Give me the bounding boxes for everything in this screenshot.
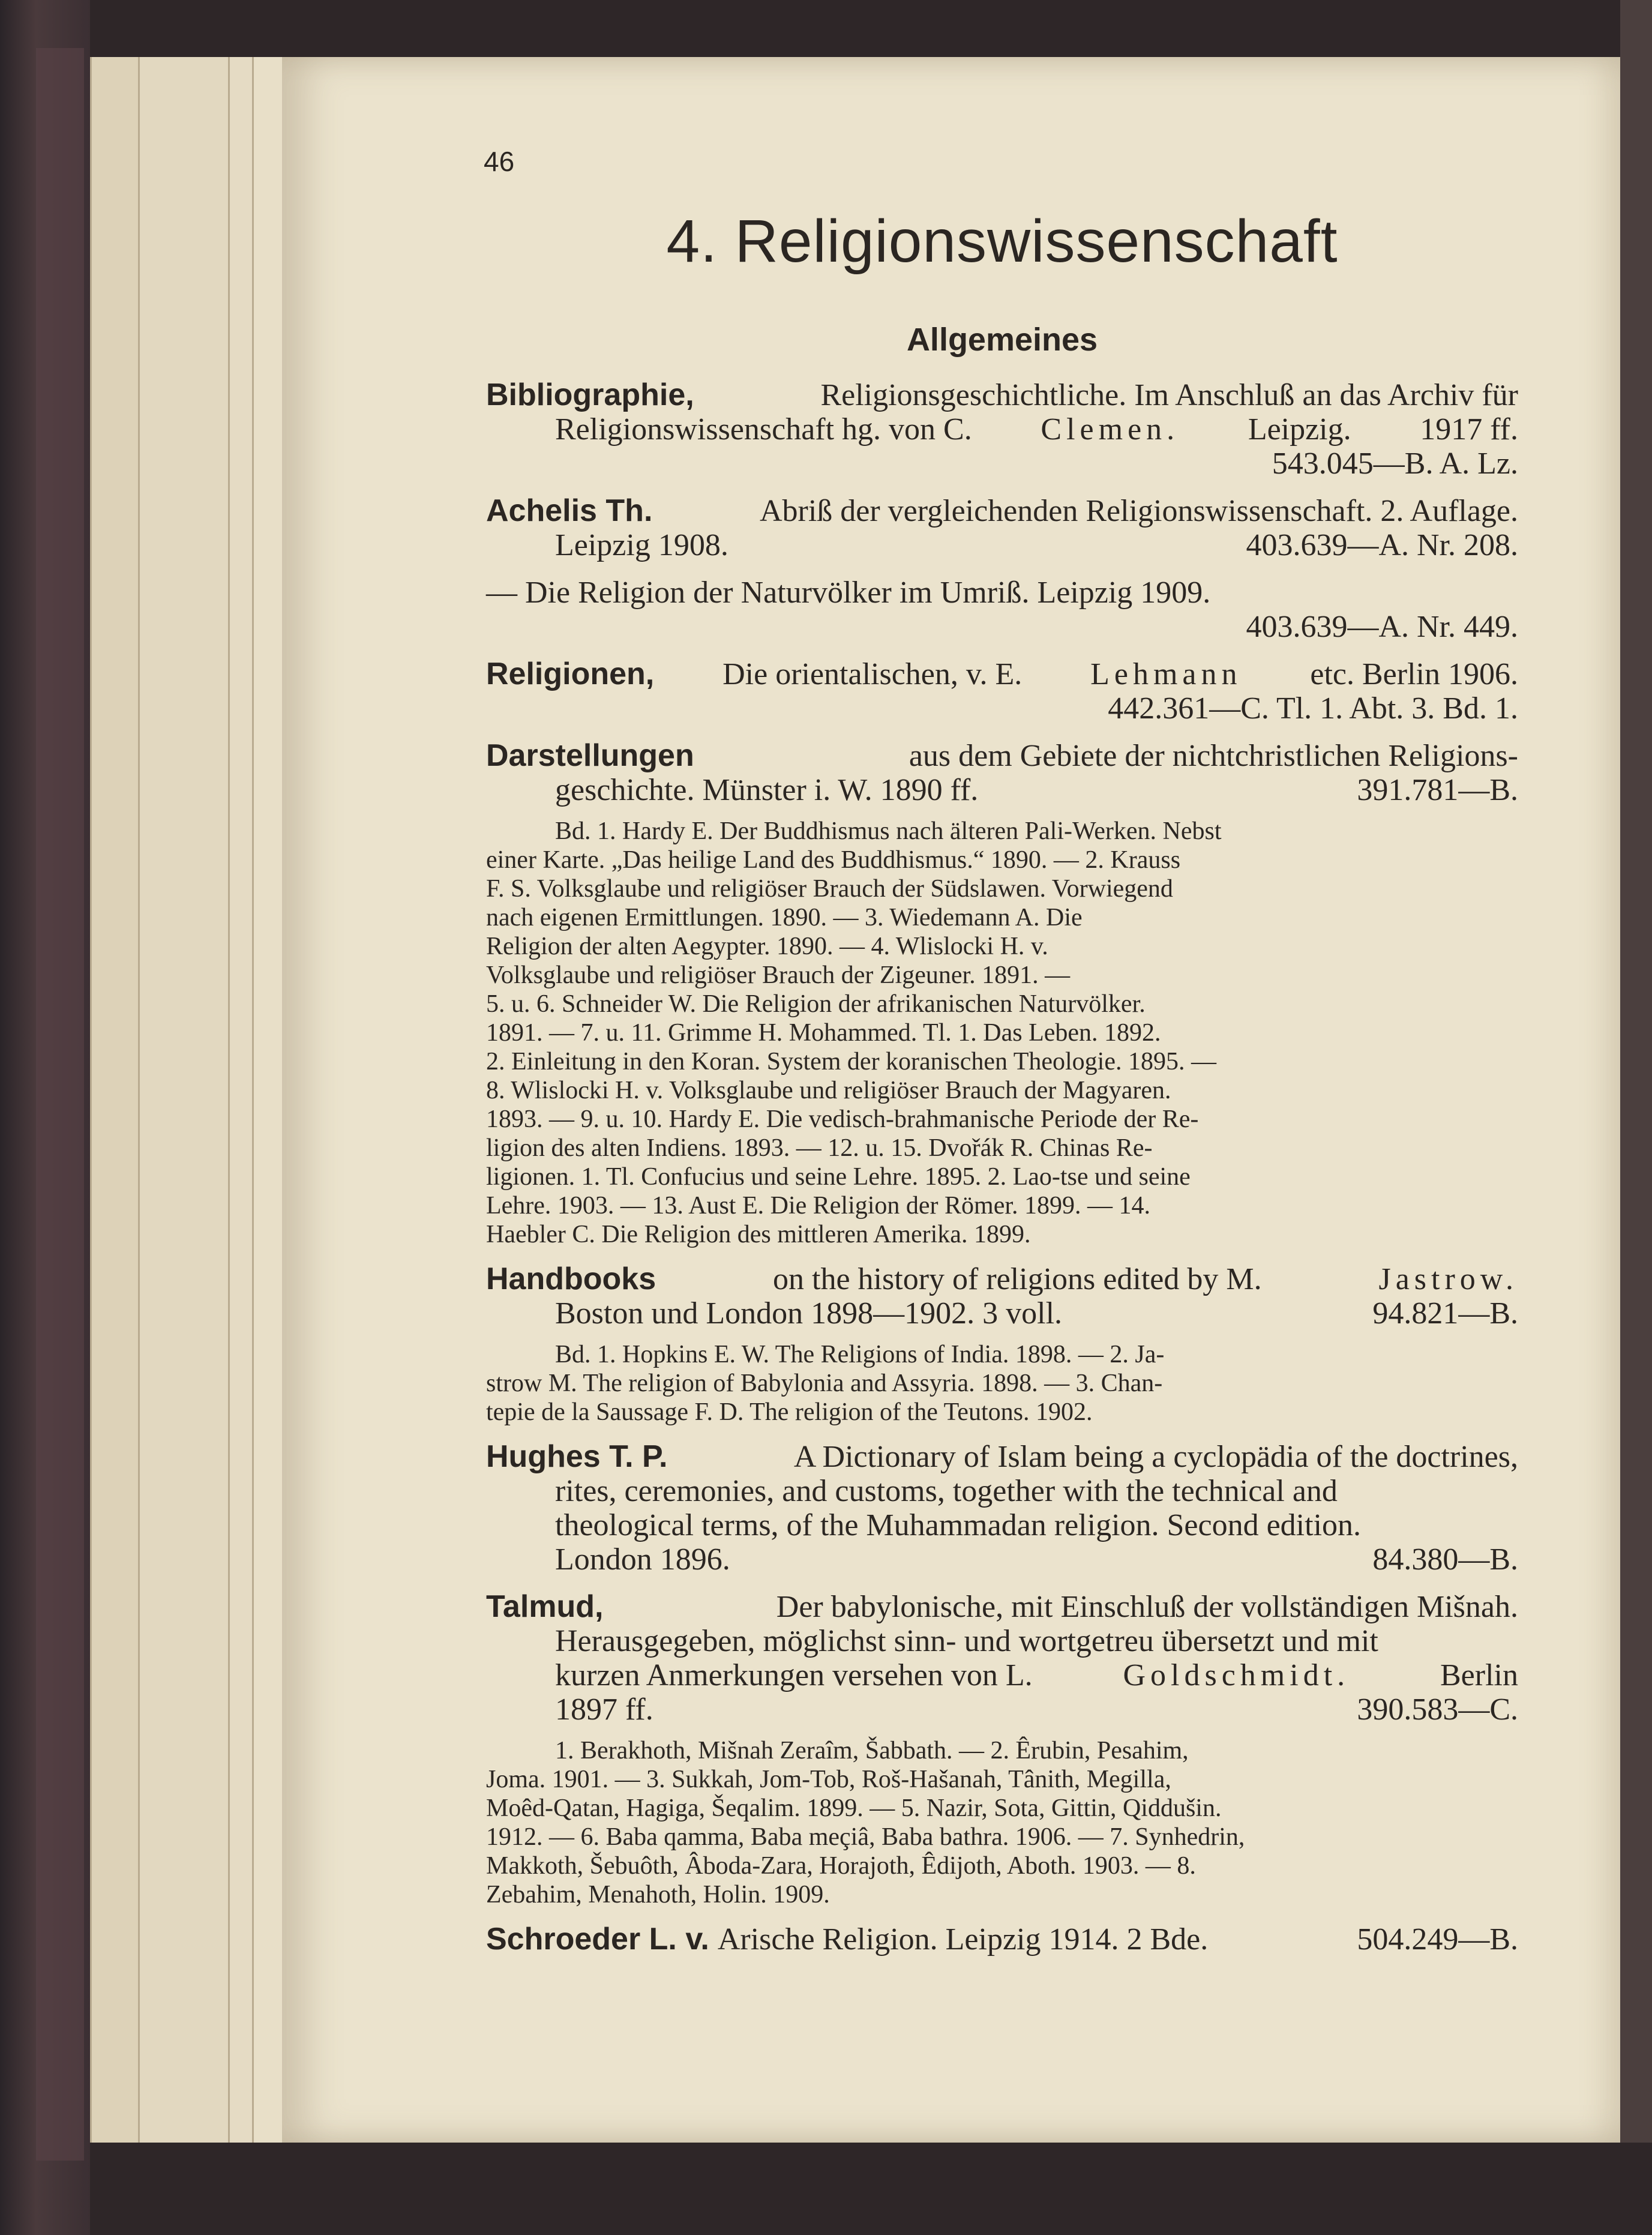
entry-bibliographie	[486, 378, 1518, 481]
entry-achelis-2	[486, 576, 1518, 644]
entry-schroeder	[486, 1922, 1518, 1957]
shelf-mark: 84.380—B.	[1372, 1542, 1518, 1577]
note-line: Volksglaube und religiöser Brauch der Zigeuner. 1891. —	[486, 961, 1071, 989]
bottom-background	[90, 2143, 1652, 2235]
note-line: Moêd-Qatan, Hagiga, Šeqalim. 1899. — 5. Nazir, Sota, Gittin, Qiddušin.	[486, 1794, 1222, 1822]
author-name: Goldschmidt.	[1123, 1658, 1350, 1692]
shelf-mark: 442.361—C. Tl. 1. Abt. 3. Bd. 1.	[1108, 691, 1518, 726]
note-line: 1891. — 7. u. 11. Grimme H. Mohammed. Tl. 1. Das Leben. 1892.	[486, 1019, 1161, 1047]
entry-text: Boston und London 1898—1902. 3 voll.	[555, 1296, 1063, 1331]
entry-text: A Dictionary of Islam being a cyclopädia of the doctrines,	[793, 1440, 1518, 1474]
entry-text: on the history of religions edited by M.	[773, 1262, 1262, 1296]
note-line: 5. u. 6. Schneider W. Die Religion der afrikanischen Naturvölker.	[486, 990, 1146, 1018]
entry-text: kurzen Anmerkungen versehen von L.	[555, 1658, 1033, 1692]
note-line: F. S. Volksglaube und religiöser Brauch der Südslawen. Vorwiegend	[486, 875, 1173, 903]
entry-text: geschichte. Münster i. W. 1890 ff.	[555, 773, 979, 807]
author-name: Jastrow.	[1378, 1262, 1518, 1296]
entry-text: rites, ceremonies, and customs, together with the technical and	[555, 1474, 1338, 1508]
section-title: Allgemeines	[906, 322, 1098, 358]
note-line: Religion der alten Aegypter. 1890. — 4. Wlislocki H. v.	[486, 933, 1048, 960]
bibliography-list	[486, 378, 1518, 1970]
entry-head: Talmud,	[486, 1589, 604, 1624]
entry-text: Religionsgeschichtliche. Im Anschluß an das Archiv für	[820, 378, 1518, 412]
entry-text: Leipzig.	[1248, 412, 1351, 447]
note-line: 8. Wlislocki H. v. Volksglaube und religiöser Brauch der Magyaren.	[486, 1077, 1171, 1104]
note-line: Bd. 1. Hardy E. Der Buddhismus nach älteren Pali-Werken. Nebst	[555, 817, 1222, 845]
entry-head: Religionen,	[486, 657, 655, 691]
entry-head: Bibliographie,	[486, 378, 694, 412]
note-line: Bd. 1. Hopkins E. W. The Religions of India. 1898. — 2. Ja-	[555, 1341, 1165, 1368]
note-line: 1. Berakhoth, Mišnah Zeraîm, Šabbath. — 2. Êrubin, Pesahim,	[555, 1737, 1189, 1764]
note-line: ligionen. 1. Tl. Confucius und seine Lehre. 1895. 2. Lao-tse und seine	[486, 1163, 1191, 1191]
note-line: Makkoth, Šebuôth, Âboda-Zara, Horajoth, Êdijoth, Aboth. 1903. — 8.	[486, 1852, 1196, 1880]
entry-head: Achelis Th.	[486, 493, 653, 528]
chapter-title: 4. Religionswissenschaft	[666, 208, 1338, 275]
author-name: Lehmann	[1090, 657, 1242, 691]
book-binding	[0, 0, 90, 2235]
note-handbooks	[486, 1340, 1518, 1427]
shelf-mark: 403.639—A. Nr. 208.	[1246, 528, 1518, 562]
entry-text: — Die Religion der Naturvölker im Umriß. Leipzig 1909.	[486, 576, 1211, 610]
binding-inner	[36, 48, 84, 2161]
note-line: einer Karte. „Das heilige Land des Buddhismus.“ 1890. — 2. Krauss	[486, 846, 1181, 874]
note-line: Lehre. 1903. — 13. Aust E. Die Religion der Römer. 1899. — 14.	[486, 1192, 1151, 1220]
entry-text: Der babylonische, mit Einschluß der vollständigen Mišnah.	[776, 1590, 1518, 1624]
entry-handbooks	[486, 1262, 1518, 1331]
shelf-mark: 94.821—B.	[1372, 1296, 1518, 1331]
entry-head: Schroeder L. v.	[486, 1922, 709, 1957]
note-line: Zebahim, Menahoth, Holin. 1909.	[486, 1881, 830, 1909]
note-line: Haebler C. Die Religion des mittleren Amerika. 1899.	[486, 1221, 1031, 1248]
entry-text: Die orientalischen, v. E.	[722, 657, 1023, 691]
note-talmud	[486, 1736, 1518, 1909]
entry-hughes	[486, 1440, 1518, 1577]
entry-text: Herausgegeben, möglichst sinn- und wortgetreu übersetzt und mit	[555, 1624, 1378, 1658]
entry-text: theological terms, of the Muhammadan religion. Second edition.	[555, 1508, 1362, 1542]
entry-text: Religionswissenschaft hg. von C.	[555, 412, 972, 447]
entry-talmud	[486, 1590, 1518, 1727]
entry-text: Berlin	[1440, 1658, 1518, 1692]
author-name: Clemen.	[1041, 412, 1180, 447]
entry-text: aus dem Gebiete der nichtchristlichen Religions-	[909, 739, 1518, 773]
entry-text: 1897 ff.	[555, 1692, 653, 1727]
entry-text: Leipzig 1908.	[555, 528, 728, 562]
note-line: tepie de la Saussage F. D. The religion of the Teutons. 1902.	[486, 1398, 1093, 1426]
top-background	[90, 0, 1652, 57]
note-line: 1912. — 6. Baba qamma, Baba meçiâ, Baba bathra. 1906. — 7. Synhedrin,	[486, 1823, 1245, 1851]
entry-head: Darstellungen	[486, 738, 694, 773]
entry-text: Arische Religion. Leipzig 1914. 2 Bde.	[717, 1922, 1209, 1957]
entry-head: Handbooks	[486, 1262, 656, 1296]
shelf-mark: 403.639—A. Nr. 449.	[1246, 610, 1518, 644]
shelf-mark: 504.249—B.	[1357, 1922, 1518, 1957]
note-line: nach eigenen Ermittlungen. 1890. — 3. Wiedemann A. Die	[486, 904, 1083, 931]
shelf-mark: 543.045—B. A. Lz.	[1272, 447, 1518, 481]
note-darstellungen	[486, 817, 1518, 1249]
shelf-mark: 391.781—B.	[1357, 773, 1518, 807]
note-line: 1893. — 9. u. 10. Hardy E. Die vedisch-brahmanische Periode der Re-	[486, 1105, 1199, 1133]
right-background	[1620, 0, 1652, 2235]
note-line: strow M. The religion of Babylonia and Assyria. 1898. — 3. Chan-	[486, 1370, 1163, 1397]
note-line: Joma. 1901. — 3. Sukkah, Jom-Tob, Roš-Hašanah, Tânith, Megilla,	[486, 1766, 1171, 1793]
entry-text: etc. Berlin 1906.	[1310, 657, 1518, 691]
shelf-mark: 390.583—C.	[1357, 1692, 1518, 1727]
entry-religionen	[486, 657, 1518, 726]
entry-head: Hughes T. P.	[486, 1439, 668, 1474]
entry-achelis-1	[486, 494, 1518, 562]
entry-text: London 1896.	[555, 1542, 730, 1577]
entry-text: 1917 ff.	[1420, 412, 1518, 447]
page-number: 46	[484, 146, 515, 177]
note-line: ligion des alten Indiens. 1893. — 12. u. 15. Dvořák R. Chinas Re-	[486, 1134, 1153, 1162]
entry-darstellungen	[486, 739, 1518, 807]
note-line: 2. Einleitung in den Koran. System der koranischen Theologie. 1895. —	[486, 1048, 1216, 1075]
entry-text: Abriß der vergleichenden Religionswissenschaft. 2. Auflage.	[759, 494, 1518, 528]
